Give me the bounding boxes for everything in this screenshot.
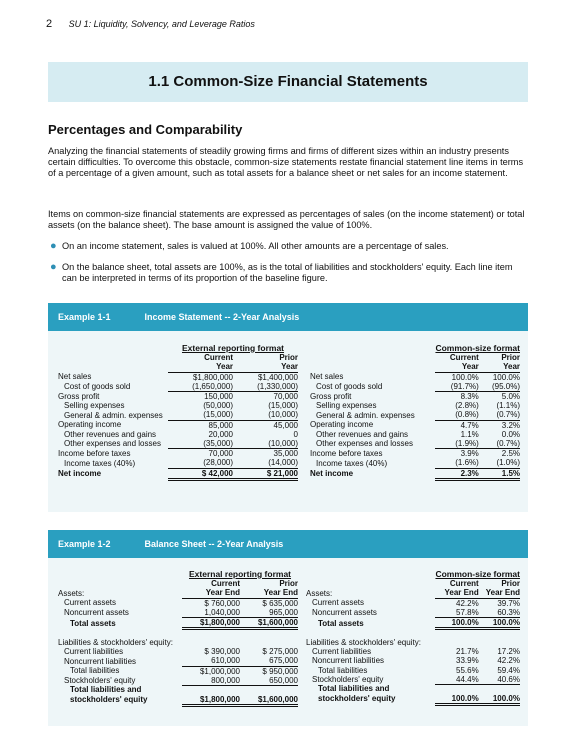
table-row — [58, 468, 298, 479]
prior-value: 45,000 — [273, 420, 298, 430]
bullet-item — [48, 262, 528, 284]
current-value: $1,000,000 — [199, 666, 240, 676]
table-row — [310, 430, 520, 439]
table-cell — [240, 638, 298, 647]
prior-percent: (95.0%) — [479, 382, 520, 392]
table-row — [310, 382, 520, 392]
prior-percent: 1.5% — [479, 468, 520, 479]
table-row — [306, 638, 520, 647]
row-label: Noncurrent assets — [312, 608, 377, 618]
row-label: Net sales — [58, 372, 92, 382]
current-percent: (2.8%) — [455, 401, 479, 411]
table-row — [58, 458, 298, 468]
section-title-band: 1.1 Common-Size Financial Statements — [48, 62, 528, 102]
table-row — [306, 647, 520, 656]
row-label: stockholders' equity — [318, 694, 396, 704]
current-percent: 1.1% — [460, 429, 479, 439]
prior-percent: 39.7% — [497, 598, 520, 608]
current-value: $1,800,000 — [182, 618, 240, 629]
bullet-icon: ● — [50, 240, 57, 252]
table-row — [310, 449, 520, 459]
row-label: Current assets — [312, 598, 365, 608]
table-row — [58, 676, 298, 686]
col-header: Prior — [501, 579, 520, 589]
paragraph-2: Items on common-size financial statements are expressed as percentages of sales (on the income statement) or total assets (on the balance sheet). The base amount is assigned the value of 100%. — [48, 209, 525, 231]
prior-value: 35,000 — [273, 449, 298, 459]
prior-percent: 100.0% — [492, 372, 520, 382]
table-row — [58, 382, 298, 392]
table-cell — [435, 684, 478, 693]
row-label: Stockholders' equity — [64, 675, 136, 685]
col-header: Year — [168, 362, 233, 372]
row-label: Operating income — [310, 420, 374, 430]
liabilities-label: Liabilities & stockholders' equity: — [306, 637, 421, 647]
current-percent: 100.0% — [451, 372, 479, 382]
running-header — [46, 18, 255, 30]
caption: Common-size format — [435, 569, 520, 579]
row-label: Income taxes (40%) — [316, 458, 388, 468]
table-cell — [479, 629, 520, 638]
col-header: Year — [435, 362, 478, 372]
balance-sheet-common-size — [306, 570, 520, 706]
row-label: General & admin. expenses — [64, 410, 163, 420]
table-row — [58, 420, 298, 430]
table-cell — [182, 638, 240, 647]
current-percent: 2.3% — [435, 468, 478, 479]
prior-value: (14,000) — [233, 458, 298, 468]
example-1-header — [48, 303, 528, 331]
row-label: Other expenses and losses — [64, 439, 161, 449]
col-header: Year — [233, 362, 298, 372]
prior-value: $ 275,000 — [262, 647, 298, 657]
table-row — [58, 695, 298, 706]
current-value: (1,650,000) — [168, 382, 233, 392]
current-value: 85,000 — [208, 420, 233, 430]
caption: External reporting format — [181, 343, 285, 353]
row-label: Total liabilities — [318, 665, 368, 675]
table-row — [306, 675, 520, 685]
row-label: Current liabilities — [64, 647, 124, 657]
prior-percent: 100.0% — [479, 694, 520, 705]
assets-label: Assets: — [306, 588, 333, 598]
table-row — [58, 449, 298, 459]
current-percent: 21.7% — [456, 647, 479, 657]
table-row — [310, 468, 520, 479]
col-header: Year End — [435, 588, 478, 598]
current-percent: 3.9% — [460, 449, 479, 459]
prior-value: $ 21,000 — [233, 468, 298, 479]
example-1-body — [48, 331, 528, 512]
table-row — [306, 694, 520, 705]
row-label: Total liabilities and — [318, 684, 390, 694]
current-percent: 100.0% — [435, 694, 478, 705]
prior-value: (1,330,000) — [233, 382, 298, 392]
table-row — [310, 458, 520, 468]
current-value: 150,000 — [204, 392, 233, 402]
current-percent: (1.6%) — [435, 458, 478, 468]
current-value: 800,000 — [182, 676, 240, 686]
table-row — [58, 629, 298, 638]
subheading: Percentages and Comparability — [48, 122, 243, 137]
table-row — [310, 410, 520, 420]
table-row — [58, 666, 298, 676]
table-row — [306, 608, 520, 618]
income-statement-external — [58, 344, 298, 481]
table-row — [306, 598, 520, 608]
row-label: Other expenses and losses — [316, 439, 413, 449]
example-2-body — [48, 558, 528, 726]
row-label: Other revenues and gains — [64, 429, 157, 439]
col-header: Year — [479, 362, 520, 372]
table-row — [306, 618, 520, 629]
table-row — [58, 608, 298, 618]
prior-value: $1,400,000 — [257, 372, 298, 382]
col-header: Year End — [182, 588, 240, 598]
current-value: $ 42,000 — [168, 468, 233, 479]
row-label: Selling expenses — [316, 401, 377, 411]
table-row — [310, 401, 520, 410]
row-label: Current liabilities — [312, 647, 372, 657]
prior-percent: (1.1%) — [496, 401, 520, 411]
table-cell — [58, 629, 182, 638]
prior-percent: (1.0%) — [479, 458, 520, 468]
prior-percent: 17.2% — [497, 647, 520, 657]
table-row — [306, 629, 520, 638]
row-label: Income taxes (40%) — [64, 458, 136, 468]
current-value: (50,000) — [203, 401, 233, 411]
example-label: Example 1-2 — [58, 539, 111, 549]
current-value: (15,000) — [168, 410, 233, 420]
prior-value: $ 950,000 — [262, 666, 298, 676]
table-cell — [182, 629, 240, 638]
col-header: Prior — [501, 353, 520, 363]
row-label: Net sales — [310, 372, 344, 382]
example-title: Balance Sheet -- 2-Year Analysis — [144, 539, 284, 549]
current-percent: (91.7%) — [435, 382, 478, 392]
row-label: Selling expenses — [64, 401, 125, 411]
row-label: Operating income — [58, 420, 122, 430]
table-row — [58, 372, 298, 382]
row-label: Stockholders' equity — [312, 674, 384, 684]
col-header: Year End — [479, 588, 520, 598]
table-cell — [435, 629, 478, 638]
row-label: Net income — [58, 469, 102, 479]
prior-percent: (0.7%) — [479, 439, 520, 449]
current-percent: (1.9%) — [435, 439, 478, 449]
prior-percent: (0.7%) — [479, 410, 520, 420]
section-title: SU 1: Liquidity, Solvency, and Leverage Ratios — [68, 19, 255, 29]
assets-label: Assets: — [58, 588, 85, 598]
row-label: Noncurrent liabilities — [312, 656, 385, 666]
row-label: Current assets — [64, 598, 117, 608]
row-label: Gross profit — [310, 391, 352, 401]
row-label: stockholders' equity — [70, 695, 148, 705]
prior-percent: 100.0% — [479, 618, 520, 629]
row-label: Total assets — [318, 618, 364, 628]
row-label: Cost of goods sold — [316, 382, 383, 392]
current-percent: 8.3% — [460, 392, 479, 402]
paragraph-1: Analyzing the financial statements of steadily growing firms and firms of different sizes within an industry presents certain difficulties. To overcome this obstacle, common-size statements restate financial statement line items in terms of a percentage of a given amount, such as total assets for a balance sheet or net sales for an income statement. — [48, 146, 524, 179]
table-row — [310, 420, 520, 430]
table-row — [306, 656, 520, 665]
bullet-text: On the balance sheet, total assets are 100%, as is the total of liabilities and stockholders' equity. Each line item can be interpreted in terms of its proportion of the baseline figure. — [62, 262, 513, 284]
table-row — [58, 618, 298, 629]
prior-value: $ 635,000 — [262, 598, 298, 608]
liabilities-label: Liabilities & stockholders' equity: — [58, 637, 173, 647]
prior-percent: 59.4% — [497, 665, 520, 675]
bullet-text: On an income statement, sales is valued at 100%. All other amounts are a percentage of sales. — [62, 241, 449, 251]
prior-percent: 40.6% — [479, 675, 520, 685]
caption: Common-size format — [435, 343, 520, 353]
prior-value: (10,000) — [233, 410, 298, 420]
table-cell — [240, 685, 298, 694]
row-label: Income before taxes — [310, 448, 383, 458]
table-cell — [479, 638, 520, 647]
row-label: General & admin. expenses — [316, 410, 415, 420]
table-row — [310, 392, 520, 402]
table-row — [58, 439, 298, 449]
current-percent: 42.2% — [456, 598, 479, 608]
bullet-item — [48, 241, 528, 252]
example-title: Income Statement -- 2-Year Analysis — [144, 312, 300, 322]
table-row — [58, 685, 298, 694]
prior-value: (10,000) — [233, 439, 298, 449]
table-row — [58, 647, 298, 656]
table-row — [306, 684, 520, 693]
row-label: Noncurrent liabilities — [64, 656, 137, 666]
prior-value: $1,600,000 — [240, 695, 298, 706]
prior-value: $1,600,000 — [240, 618, 298, 629]
current-value: 70,000 — [208, 449, 233, 459]
table-row — [58, 401, 298, 410]
row-label: Total assets — [70, 618, 116, 628]
col-header: Year End — [240, 588, 298, 598]
current-value: $ 390,000 — [204, 647, 240, 657]
col-header: Current — [449, 353, 479, 363]
income-statement-common-size — [310, 344, 520, 481]
table-row — [306, 666, 520, 675]
row-label: Noncurrent assets — [64, 608, 129, 618]
current-value: 20,000 — [208, 429, 233, 439]
prior-percent: 3.2% — [501, 420, 520, 430]
prior-percent: 42.2% — [497, 656, 520, 666]
row-label: Total liabilities — [70, 666, 120, 676]
current-value: $1,800,000 — [182, 695, 240, 706]
table-row — [58, 410, 298, 420]
col-header: Current — [449, 579, 479, 589]
current-value: (35,000) — [168, 439, 233, 449]
row-label: Gross profit — [58, 391, 100, 401]
caption: External reporting format — [188, 569, 292, 579]
current-value: $1,800,000 — [192, 372, 233, 382]
col-header: Current — [211, 579, 240, 589]
table-row — [310, 439, 520, 449]
col-header: Prior — [279, 353, 298, 363]
current-percent: 33.9% — [456, 656, 479, 666]
row-label: Other revenues and gains — [316, 429, 409, 439]
table-cell — [435, 638, 478, 647]
table-row — [310, 372, 520, 382]
col-header: Current — [204, 353, 233, 363]
table-cell — [240, 629, 298, 638]
col-header: Prior — [279, 579, 298, 589]
prior-percent: 60.3% — [479, 608, 520, 618]
page-number: 2 — [46, 18, 53, 30]
prior-percent: 0.0% — [501, 429, 520, 439]
row-label: Cost of goods sold — [64, 382, 131, 392]
table-cell — [479, 684, 520, 693]
current-percent: 55.6% — [456, 665, 479, 675]
prior-percent: 5.0% — [501, 392, 520, 402]
example-label: Example 1-1 — [58, 312, 111, 322]
prior-value: 965,000 — [240, 608, 298, 618]
table-row — [58, 392, 298, 402]
prior-percent: 2.5% — [501, 449, 520, 459]
prior-value: (15,000) — [268, 401, 298, 411]
table-cell — [306, 629, 435, 638]
current-percent: 100.0% — [435, 618, 478, 629]
table-row — [58, 656, 298, 666]
prior-value: 650,000 — [240, 676, 298, 686]
current-percent: 57.8% — [435, 608, 478, 618]
prior-value: 0 — [293, 429, 298, 439]
table-cell — [182, 685, 240, 694]
bullet-icon: ● — [50, 261, 57, 273]
table-row — [58, 638, 298, 647]
row-label: Net income — [310, 469, 354, 479]
current-percent: 44.4% — [435, 675, 478, 685]
current-value: 1,040,000 — [182, 608, 240, 618]
current-value: (28,000) — [168, 458, 233, 468]
current-percent: 4.7% — [460, 420, 479, 430]
current-value: 610,000 — [182, 656, 240, 666]
row-label: Income before taxes — [58, 448, 131, 458]
prior-value: 70,000 — [273, 392, 298, 402]
balance-sheet-external — [58, 570, 298, 707]
table-row — [58, 430, 298, 439]
row-label: Total liabilities and — [70, 685, 142, 695]
example-2-header — [48, 530, 528, 558]
prior-value: 675,000 — [240, 656, 298, 666]
current-percent: (0.8%) — [435, 410, 478, 420]
current-value: $ 760,000 — [204, 598, 240, 608]
table-row — [58, 598, 298, 608]
